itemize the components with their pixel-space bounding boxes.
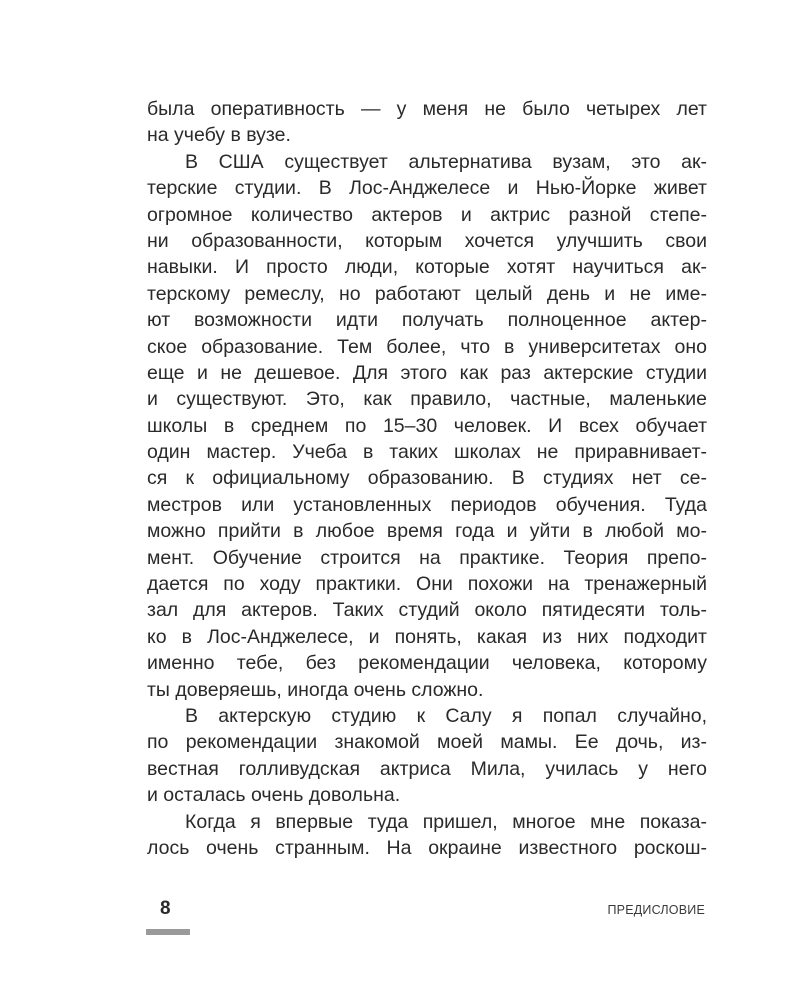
text-line: В актерскую студию к Салу я попал случайно, (185, 704, 707, 727)
text-line: лось очень странным. На окраине известного роскош- (147, 836, 707, 859)
text-line: мент. Обучение строится на практике. Теория препо- (147, 546, 707, 569)
text-line: можно прийти в любое время года и уйти в любой мо- (147, 520, 707, 543)
page-number: 8 (160, 898, 171, 919)
text-line: Когда я впервые туда пришел, многое мне показа- (185, 810, 707, 833)
text-line: была оперативность — у меня не было четырех лет (147, 98, 707, 120)
text-line: именно тебе, без рекомендации человека, которому (147, 652, 707, 675)
text-line: огромное количество актеров и актрис разной степе- (147, 203, 707, 226)
text-line: терскому ремеслу, но работают целый день и не име- (147, 282, 707, 305)
text-line: ни образованности, которым хочется улучшить свои (147, 229, 707, 252)
text-line: терские студии. В Лос-Анджелесе и Нью-Йорке живет (147, 177, 707, 200)
text-line: В США существует альтернатива вузам, это ак- (185, 150, 707, 173)
text-line: ся к официальному образованию. В студиях нет се- (147, 467, 707, 490)
text-line: дается по ходу практики. Они похожи на тренажерный (147, 573, 707, 596)
text-line: и осталась очень довольна. (147, 784, 401, 807)
body-text (147, 96, 707, 861)
text-line: ское образование. Тем более, что в университетах оно (147, 335, 707, 358)
text-line: ют возможности идти получать полноценное актер- (147, 309, 707, 332)
text-line: зал для актеров. Таких студий около пятидесяти толь- (147, 599, 707, 622)
text-line: навыки. И просто люди, которые хотят научиться ак- (147, 256, 707, 279)
text-line: местров или установленных периодов обучения. Туда (147, 493, 707, 516)
text-line: вестная голливудская актриса Мила, училась у него (147, 757, 707, 780)
text-line: ты доверяешь, иногда очень сложно. (147, 678, 484, 701)
running-head: ПРЕДИСЛОВИЕ (607, 903, 705, 917)
text-line: по рекомендации знакомой моей мамы. Ее дочь, из- (147, 731, 707, 754)
text-line: и существуют. Это, как правило, частные, маленькие (147, 388, 707, 411)
text-line: ко в Лос-Анджелесе, и понять, какая из них подходит (147, 625, 707, 648)
text-line: один мастер. Учеба в таких школах не приравнивает- (147, 441, 707, 464)
page-number-bar (146, 929, 190, 935)
text-line: школы в среднем по 15–30 человек. И всех обучает (147, 414, 707, 437)
text-line: еще и не дешевое. Для этого как раз актерские студии (147, 361, 707, 384)
text-line: на учебу в вузе. (147, 124, 291, 147)
